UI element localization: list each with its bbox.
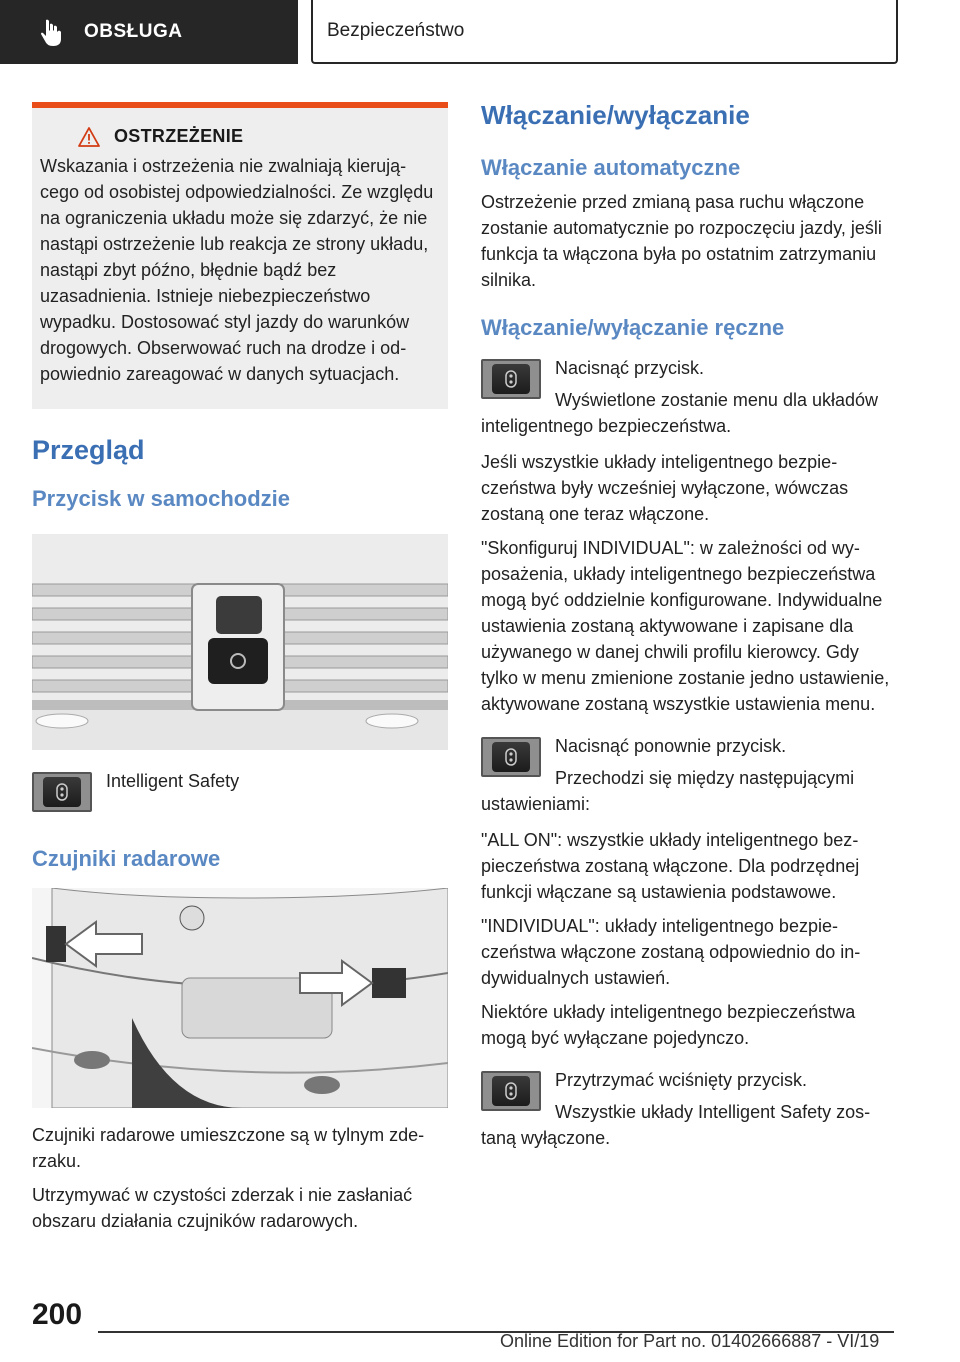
hand-icon xyxy=(38,18,64,46)
intelligent-safety-button-1 xyxy=(481,359,541,399)
safety-icon xyxy=(505,1082,517,1100)
safety-icon xyxy=(505,748,517,766)
some-off-text: Niektóre układy inteligentnego bezpieczeństwa mogą być wyłączane pojedynczo. xyxy=(481,1002,856,1048)
step-2 xyxy=(481,733,897,823)
intelligent-safety-button-2 xyxy=(481,737,541,777)
radar-text-2: Utrzymywać w czystości zderzak i nie zasłaniać obszaru działania czujników radarowych. xyxy=(32,1185,413,1231)
header-chapter-tab xyxy=(311,0,898,64)
bumper-photo xyxy=(32,888,448,1108)
warning-box xyxy=(32,102,448,409)
step-3-action: Przytrzymać wciśnięty przycisk. xyxy=(555,1070,808,1090)
button-caption: Intelligent Safety xyxy=(106,771,240,791)
step-3 xyxy=(481,1067,897,1157)
step-2-result: Przechodzi się między następującymi ustawieniami: xyxy=(481,768,855,814)
button-photo xyxy=(32,534,448,750)
intelligent-safety-button xyxy=(32,772,92,812)
step-1 xyxy=(481,355,897,445)
all-off-text: Jeśli wszystkie układy inteligentnego bezpieczeństwa były wcześniej wyłączone, wówczas zostaną one teraz włączone. xyxy=(481,452,849,524)
intelligent-safety-button-3 xyxy=(481,1071,541,1111)
warning-title: OSTRZEŻENIE xyxy=(114,126,244,146)
switching-heading: Włączanie/wyłączanie xyxy=(481,100,750,130)
left-column xyxy=(32,102,448,1242)
button-heading: Przycisk w samochodzie xyxy=(32,486,290,511)
header-section-tab xyxy=(0,0,298,64)
overview-heading: Przegląd xyxy=(32,435,145,465)
safety-icon xyxy=(56,783,68,801)
manual-heading: Włączanie/wyłączanie ręczne xyxy=(481,315,785,340)
all-on-text: "ALL ON": wszystkie układy inteligentnego bezpieczeństwa zostaną włączone. Dla podrzędnej funkcji włączane są ustawienia podstawowe. xyxy=(481,830,860,902)
chapter-label: Bezpieczeństwo xyxy=(327,20,465,41)
page-number: 200 xyxy=(32,1298,83,1331)
step-1-action: Nacisnąć przycisk. xyxy=(555,358,705,378)
individual-text: "INDIVIDUAL": układy inteligentnego bezpieczeństwa włączone zostaną odpowiednio do indywidualnych ustawień. xyxy=(481,916,861,988)
radar-text-1: Czujniki radarowe umieszczone są w tylnym zderzaku. xyxy=(32,1125,425,1171)
right-column xyxy=(481,100,897,1161)
warning-text: Wskazania i ostrzeżenia nie zwalniają kierującego od osobistej odpowiedzialności. Ze względu na ograniczenia układu może się zdarzyć, że nie nastąpi ostrzeżenie lub reakcja ze strony układu, nastąpi zbyt późno, błędnie bądź bez uzasadnienia. Istnieje niebezpieczeństwo wypadku. Dostosować styl jazdy do warunków drogowych. Obserwować ruch na drodze i odpowiednio zareagować w danych sytuacjach. xyxy=(40,156,434,384)
step-3-result: Wszystkie układy Intelligent Safety zostaną wyłączone. xyxy=(481,1102,871,1148)
auto-text: Ostrzeżenie przed zmianą pasa ruchu włączone zostanie automatycznie po rozpoczęciu jazdy, jeśli funkcja ta włączona była po ostatnim zatrzymaniu silnika. xyxy=(481,192,882,290)
edition-label: Online Edition for Part no. 01402666887 - VI/19 xyxy=(500,1331,880,1351)
step-2-action: Nacisnąć ponownie przycisk. xyxy=(555,736,787,756)
radar-heading: Czujniki radarowe xyxy=(32,846,221,871)
configure-text: "Skonfiguruj INDIVIDUAL": w zależności od wyposażenia, układy inteligentnego bezpieczeństwa mogą być oddzielnie konfigurowane. Indywidualne ustawienia zostaną aktywowane i zapisane dla używanego w danej chwili profilu kierowcy. Gdy tylko w menu zmienione zostanie jedno ustawienie, aktywowane zostaną wszystkie ustawienia menu. xyxy=(481,538,890,714)
step-1-result: Wyświetlone zostanie menu dla układów inteligentnego bezpieczeństwa. xyxy=(481,390,879,436)
safety-icon xyxy=(505,370,517,388)
auto-heading: Włączanie automatyczne xyxy=(481,155,741,180)
section-label: OBSŁUGA xyxy=(84,21,183,42)
warning-triangle-icon xyxy=(78,127,100,147)
button-caption-row xyxy=(32,768,448,820)
